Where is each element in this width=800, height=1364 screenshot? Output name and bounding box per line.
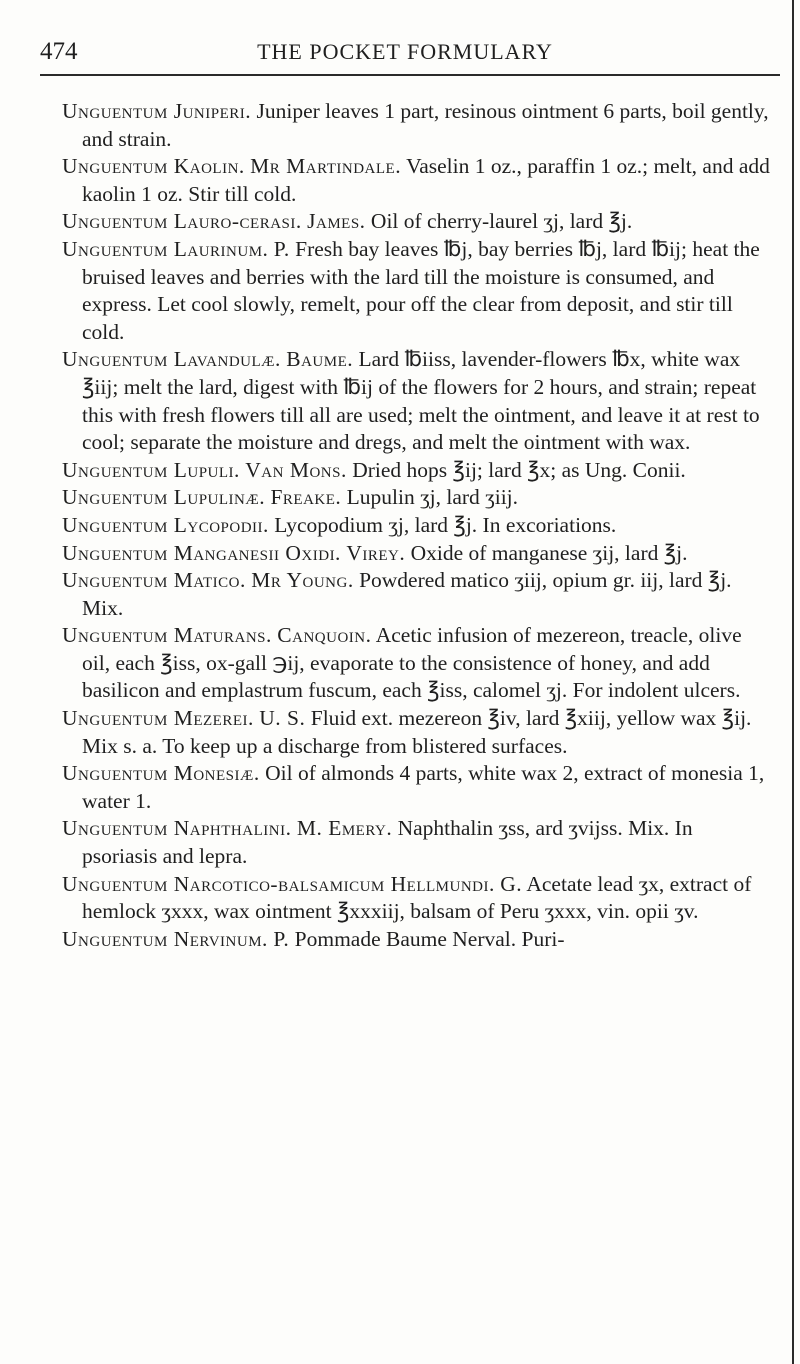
formulary-entries — [62, 98, 770, 953]
formula-entry — [62, 153, 770, 208]
entry-name: Unguentum Naphthalini. — [62, 816, 292, 841]
entry-authority: M. Emery. — [296, 816, 393, 841]
running-head: THE POCKET FORMULARY — [257, 39, 553, 64]
entry-text: Pommade Baume Nerval. Puri- — [294, 926, 565, 951]
page-number: 474 — [40, 38, 78, 65]
formula-entry — [62, 622, 770, 705]
formula-entry — [62, 926, 770, 954]
entry-name: Unguentum Monesiæ. — [62, 761, 260, 786]
entry-name: Unguentum Mezerei. — [62, 706, 254, 731]
entry-authority: P. — [273, 926, 290, 951]
entry-name: Unguentum Maturans. — [62, 623, 272, 648]
entry-text: Juniper leaves 1 part, resinous ointment 6 parts, boil gently, and strain. — [82, 99, 769, 151]
formula-entry — [62, 98, 770, 153]
entry-text: Lard ℔iiss, lavender-flowers ℔x, white wax ℥iij; melt the lard, digest with ℔ij of the flowers for 2 hours, and strain; repeat this with fresh flowers till all are used; melt the ointment, and leave it at rest to cool; separate the moisture and dregs, and melt the ointment with wax. — [82, 347, 760, 455]
entry-text: Oil of almonds 4 parts, white wax 2, extract of monesia 1, water 1. — [82, 761, 765, 813]
entry-authority: Mr Young. — [251, 568, 354, 593]
entry-text: Acetate lead ʒx, extract of hemlock ʒxxx, wax ointment ℥xxxiij, balsam of Peru ʒxxx, vin. opii ʒv. — [82, 871, 752, 924]
entry-authority: Canquoin. — [277, 623, 372, 648]
page-header — [40, 38, 780, 76]
entry-authority: G. — [500, 871, 523, 896]
formula-entry — [62, 457, 770, 485]
entry-text: Lupulin ʒj, lard ʒiij. — [346, 485, 519, 510]
entry-text: Fluid ext. mezereon ℥iv, lard ℥xiij, yellow wax ℥ij. Mix s. a. To keep up a discharge from blistered surfaces. — [82, 706, 752, 758]
entry-text: Lycopodium ʒj, lard ℥j. In excoriations. — [274, 512, 617, 537]
entry-name: Unguentum Laurinum. — [62, 236, 269, 261]
entry-authority: Van Mons. — [245, 457, 347, 482]
entry-name: Unguentum Nervinum. — [62, 926, 268, 951]
entry-authority: U. S. — [259, 706, 306, 731]
entry-authority: Virey. — [346, 540, 406, 565]
entry-text: Dried hops ℥ij; lard ℥x; as Ung. Conii. — [352, 457, 686, 482]
entry-text: Fresh bay leaves ℔j, bay berries ℔j, lard ℔ij; heat the bruised leaves and berries with the lard till the moisture is consumed, and express. Let cool slowly, remelt, pour off the clear from deposit, and stir till cold. — [82, 236, 760, 344]
formula-entry — [62, 705, 770, 760]
entry-name: Unguentum Lavandulæ. — [62, 347, 281, 372]
page — [40, 38, 780, 953]
formula-entry — [62, 512, 770, 540]
entry-text: Oil of cherry-laurel ʒj, lard ℥j. — [370, 209, 633, 234]
formula-entry — [62, 484, 770, 512]
entry-text: Powdered matico ʒiij, opium gr. iij, lard ℥j. Mix. — [82, 568, 732, 620]
entry-text: Acetic infusion of mezereon, treacle, olive oil, each ℥iss, ox-gall ℈ij, evaporate to the consistence of honey, and add basilicon and emplastrum fuscum, each ℥iss, calomel ʒj. For indolent ulcers. — [82, 623, 742, 703]
entry-authority: Freake. — [270, 485, 342, 510]
entry-authority: Baume. — [286, 347, 354, 372]
formula-entry — [62, 871, 770, 926]
formula-entry — [62, 208, 770, 236]
formula-entry — [62, 346, 770, 456]
entry-name: Unguentum Lupulinæ. — [62, 485, 266, 510]
formula-entry — [62, 236, 770, 346]
entry-name: Unguentum Lycopodii. — [62, 512, 269, 537]
entry-name: Unguentum Matico. — [62, 568, 246, 593]
entry-text: Vaselin 1 oz., paraffin 1 oz.; melt, and add kaolin 1 oz. Stir till cold. — [82, 154, 770, 206]
entry-name: Unguentum Juniperi. — [62, 99, 252, 123]
entry-authority: James. — [307, 209, 366, 234]
entry-authority: Mr Martindale. — [250, 154, 402, 179]
formula-entry — [62, 540, 770, 568]
formula-entry — [62, 815, 770, 870]
entry-name: Unguentum Lauro-cerasi. — [62, 209, 302, 234]
formula-entry — [62, 567, 770, 622]
entry-name: Unguentum Lupuli. — [62, 457, 240, 482]
page-edge-rule — [792, 0, 794, 1364]
entry-text: Oxide of manganese ʒij, lard ℥j. — [410, 540, 688, 565]
entry-name: Unguentum Narcotico-balsamicum Hellmundi. — [62, 871, 495, 896]
formula-entry — [62, 760, 770, 815]
entry-name: Unguentum Kaolin. — [62, 154, 245, 179]
entry-authority: P. — [273, 236, 290, 261]
entry-name: Unguentum Manganesii Oxidi. — [62, 540, 341, 565]
entry-text: Naphthalin ʒss, ard ʒvijss. Mix. In psoriasis and lepra. — [82, 816, 693, 869]
